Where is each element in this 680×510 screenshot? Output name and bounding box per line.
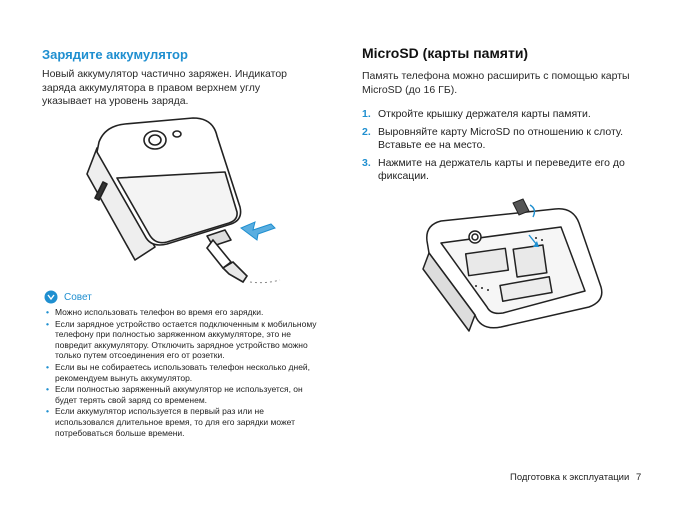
footer-section-title: Подготовка к эксплуатации bbox=[510, 472, 630, 483]
charge-heading: Зарядите аккумулятор bbox=[42, 47, 188, 62]
step-item: 2. Выровняйте карту MicroSD по отношению к слоту. Вставьте ее на место. bbox=[362, 125, 624, 151]
charge-paragraph: Новый аккумулятор частично заряжен. Индикатор заряда аккумулятора в правом верхнем углу указывает на уровень заряда. bbox=[42, 68, 288, 107]
note-item: • Можно использовать телефон во время его зарядки. bbox=[46, 307, 264, 317]
note-item: • Если вы не собираетесь использовать телефон несколько дней, рекомендуем вынуть аккумулятор. bbox=[46, 361, 311, 383]
step-item: 1. Откройте крышку держателя карты памяти. bbox=[362, 108, 591, 120]
microsd-heading: MicroSD (карты памяти) bbox=[362, 45, 529, 61]
page-number: 7 bbox=[635, 472, 642, 483]
note-list bbox=[46, 307, 321, 439]
note-item: • Если аккумулятор используется в первый раз или не использовался длительное время, то для его зарядки может потребоваться больше времени. bbox=[46, 406, 295, 438]
note-item: • Если зарядное устройство остается подключенным к мобильному телефону при полностью заряженном аккумуляторе, это не повредит аккумулятору. Отключить зарядное устройство можно только путем отсоединения его от розетки. bbox=[46, 318, 317, 361]
note-icon bbox=[44, 290, 58, 304]
phone-charging-illustration bbox=[75, 112, 295, 287]
note-header bbox=[44, 290, 92, 304]
page-footer bbox=[510, 472, 641, 483]
note-title: Совет bbox=[64, 291, 92, 303]
microsd-paragraph: Память телефона можно расширить с помощью карты MicroSD (до 16 ГБ). bbox=[362, 70, 630, 96]
phone-microsd-illustration bbox=[415, 195, 615, 335]
step-item: 3. Нажмите на держатель карты и переведите его до фиксации. bbox=[362, 156, 625, 182]
microsd-steps bbox=[362, 108, 647, 188]
note-item: • Если полностью заряженный аккумулятор не используется, он будет терять свой заряд со временем. bbox=[46, 384, 303, 405]
